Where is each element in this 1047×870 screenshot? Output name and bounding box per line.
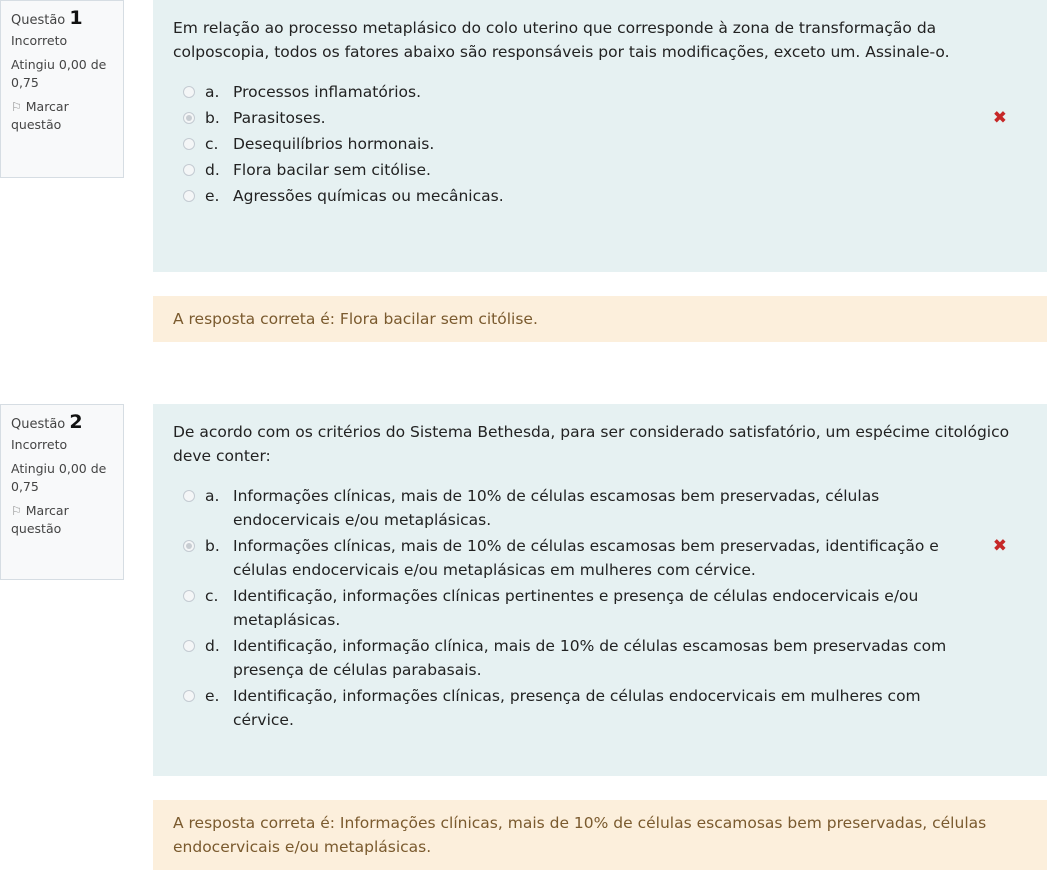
radio-button[interactable] — [183, 690, 195, 702]
option-letter: c. — [205, 587, 219, 605]
option-letter: a. — [205, 487, 220, 505]
correct-answer-feedback-2: A resposta correta é: Informações clínicas, mais de 10% de células escamosas bem preservadas, células endocervicais e/ou metaplásicas. — [153, 800, 1047, 870]
question-text: Em relação ao processo metaplásico do colo uterino que corresponde à zona de transformação da colposcopia, todos os fatores abaixo são responsáveis por tais modificações, exceto um. Assinale-o. — [173, 19, 950, 61]
question-grade: Atingiu 0,00 de 0,75 — [11, 461, 107, 494]
question-formulation-2 — [153, 404, 1047, 776]
answer-options — [183, 484, 1027, 732]
flag-question-label: Marcar questão — [11, 503, 69, 536]
answer-option-c[interactable] — [183, 584, 1027, 632]
option-text: Parasitoses. — [233, 109, 326, 127]
answer-option-b[interactable] — [183, 106, 1027, 130]
question-text: De acordo com os critérios do Sistema Bethesda, para ser considerado satisfatório, um espécime citológico deve conter: — [173, 423, 1010, 465]
option-letter: c. — [205, 135, 219, 153]
radio-button[interactable] — [183, 138, 195, 150]
correct-answer-feedback-1: A resposta correta é: Flora bacilar sem citólise. — [153, 296, 1047, 342]
flag-icon: ⚐ — [11, 504, 22, 518]
option-letter: d. — [205, 637, 220, 655]
radio-button[interactable] — [183, 490, 195, 502]
option-letter: b. — [205, 537, 220, 555]
radio-button[interactable] — [183, 590, 195, 602]
question-number — [11, 413, 117, 434]
question-number — [11, 9, 117, 30]
answer-option-a[interactable] — [183, 484, 1027, 532]
option-text: Informações clínicas, mais de 10% de células escamosas bem preservadas, identificação e células endocervicais e/ou metaplásicas em mulheres com cérvice. — [233, 537, 939, 579]
flag-icon: ⚐ — [11, 100, 22, 114]
radio-button[interactable] — [183, 86, 195, 98]
option-text: Agressões químicas ou mecânicas. — [233, 187, 504, 205]
question-number-prefix: Questão — [11, 13, 66, 28]
incorrect-icon: ✖ — [992, 536, 1007, 556]
option-letter: e. — [205, 187, 220, 205]
radio-button-selected[interactable] — [183, 540, 195, 552]
incorrect-icon: ✖ — [992, 108, 1007, 128]
option-text: Desequilíbrios hormonais. — [233, 135, 435, 153]
option-letter: d. — [205, 161, 220, 179]
radio-button[interactable] — [183, 164, 195, 176]
question-number-prefix: Questão — [11, 417, 66, 432]
answer-option-e[interactable] — [183, 684, 1027, 732]
question-number-value: 2 — [69, 411, 83, 433]
option-text: Identificação, informações clínicas pertinentes e presença de células endocervicais e/ou metaplásicas. — [233, 587, 919, 629]
option-letter: b. — [205, 109, 220, 127]
answer-option-b[interactable] — [183, 534, 1027, 582]
answer-option-c[interactable] — [183, 132, 1027, 156]
option-letter: e. — [205, 687, 220, 705]
option-text: Identificação, informação clínica, mais de 10% de células escamosas bem preservadas com presença de células parabasais. — [233, 637, 947, 679]
option-text: Identificação, informações clínicas, presença de células endocervicais em mulheres com cérvice. — [233, 687, 921, 729]
answer-option-a[interactable] — [183, 80, 1027, 104]
question-formulation-1 — [153, 0, 1047, 272]
flag-question-link[interactable] — [11, 98, 117, 134]
flag-question-label: Marcar questão — [11, 99, 69, 132]
answer-option-e[interactable] — [183, 184, 1027, 208]
option-letter: a. — [205, 83, 220, 101]
option-text: Informações clínicas, mais de 10% de células escamosas bem preservadas, células endocervicais e/ou metaplásicas. — [233, 487, 880, 529]
flag-question-link[interactable] — [11, 502, 117, 538]
option-text: Flora bacilar sem citólise. — [233, 161, 431, 179]
option-text: Processos inflamatórios. — [233, 83, 421, 101]
radio-button-selected[interactable] — [183, 112, 195, 124]
question-info-1 — [0, 0, 124, 178]
question-info-2 — [0, 404, 124, 580]
question-number-value: 1 — [69, 7, 83, 29]
question-state: Incorreto — [11, 437, 68, 452]
answer-options — [183, 80, 1027, 208]
answer-option-d[interactable] — [183, 634, 1027, 682]
answer-option-d[interactable] — [183, 158, 1027, 182]
question-state: Incorreto — [11, 33, 68, 48]
radio-button[interactable] — [183, 190, 195, 202]
radio-button[interactable] — [183, 640, 195, 652]
question-grade: Atingiu 0,00 de 0,75 — [11, 57, 107, 90]
